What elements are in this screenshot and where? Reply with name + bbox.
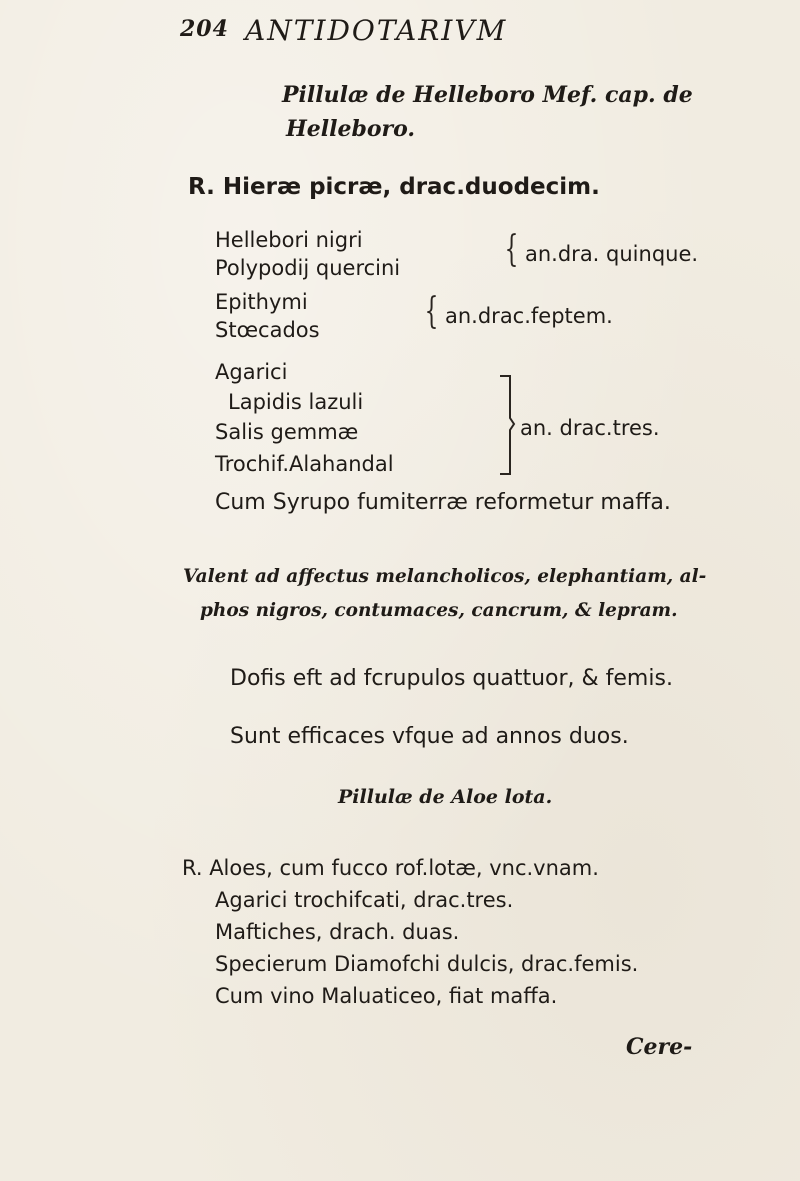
ingredient-polypodij: Polypodij quercini bbox=[215, 256, 401, 280]
recipe-line-hiera: R. Hieræ picræ, drac.duodecim. bbox=[188, 174, 600, 200]
recipe-line-vino: Cum vino Maluaticeo, fiat maffa. bbox=[215, 984, 558, 1008]
ingredient-stoecados: Stœcados bbox=[215, 318, 320, 342]
section-title-line-2: Helleboro. bbox=[286, 116, 416, 142]
section-title-line-1: Pillulæ de Helleboro Mef. cap. de bbox=[282, 82, 693, 108]
dose-group-2: an.drac.feptem. bbox=[445, 304, 613, 328]
ingredient-trochisci: Trochif.Alahandal bbox=[215, 452, 394, 476]
catchword: Cere- bbox=[626, 1034, 693, 1060]
page-number: 204 bbox=[180, 16, 229, 42]
efficacy-statement: Sunt efficaces vfque ad annos duos. bbox=[230, 724, 629, 749]
dose-statement: Dofis eft ad fcrupulos quattuor, & femis. bbox=[230, 666, 673, 691]
recipe-line-agarici: Agarici trochifcati, drac.tres. bbox=[215, 888, 514, 912]
recipe-line-aloes: R. Aloes, cum fucco rof.lotæ, vnc.vnam. bbox=[182, 856, 599, 880]
ingredient-hellebori: Hellebori nigri bbox=[215, 228, 363, 252]
section-title-aloe: Pillulæ de Aloe lota. bbox=[338, 786, 553, 808]
ingredient-lapidis: Lapidis lazuli bbox=[228, 390, 364, 414]
syrup-instruction: Cum Syrupo fumiterræ reformetur maffa. bbox=[215, 490, 671, 515]
ingredient-salis: Salis gemmæ bbox=[215, 420, 359, 444]
brace-icon: { bbox=[504, 229, 519, 270]
bracket-icon bbox=[496, 372, 516, 478]
dose-group-3: an. drac.tres. bbox=[520, 416, 660, 440]
dose-group-1: an.dra. quinque. bbox=[525, 242, 699, 266]
valent-line-2: phos nigros, contumaces, cancrum, & lepram. bbox=[200, 600, 678, 621]
ingredient-agarici: Agarici bbox=[215, 360, 288, 384]
valent-line-1: Valent ad affectus melancholicos, elephantiam, al- bbox=[183, 566, 707, 587]
recipe-line-diamoschi: Specierum Diamofchi dulcis, drac.femis. bbox=[215, 952, 639, 976]
recipe-line-mastiches: Maftiches, drach. duas. bbox=[215, 920, 460, 944]
ingredient-epithymi: Epithymi bbox=[215, 290, 308, 314]
brace-icon: { bbox=[424, 291, 439, 332]
running-head: ANTIDOTARIVM bbox=[245, 14, 508, 47]
